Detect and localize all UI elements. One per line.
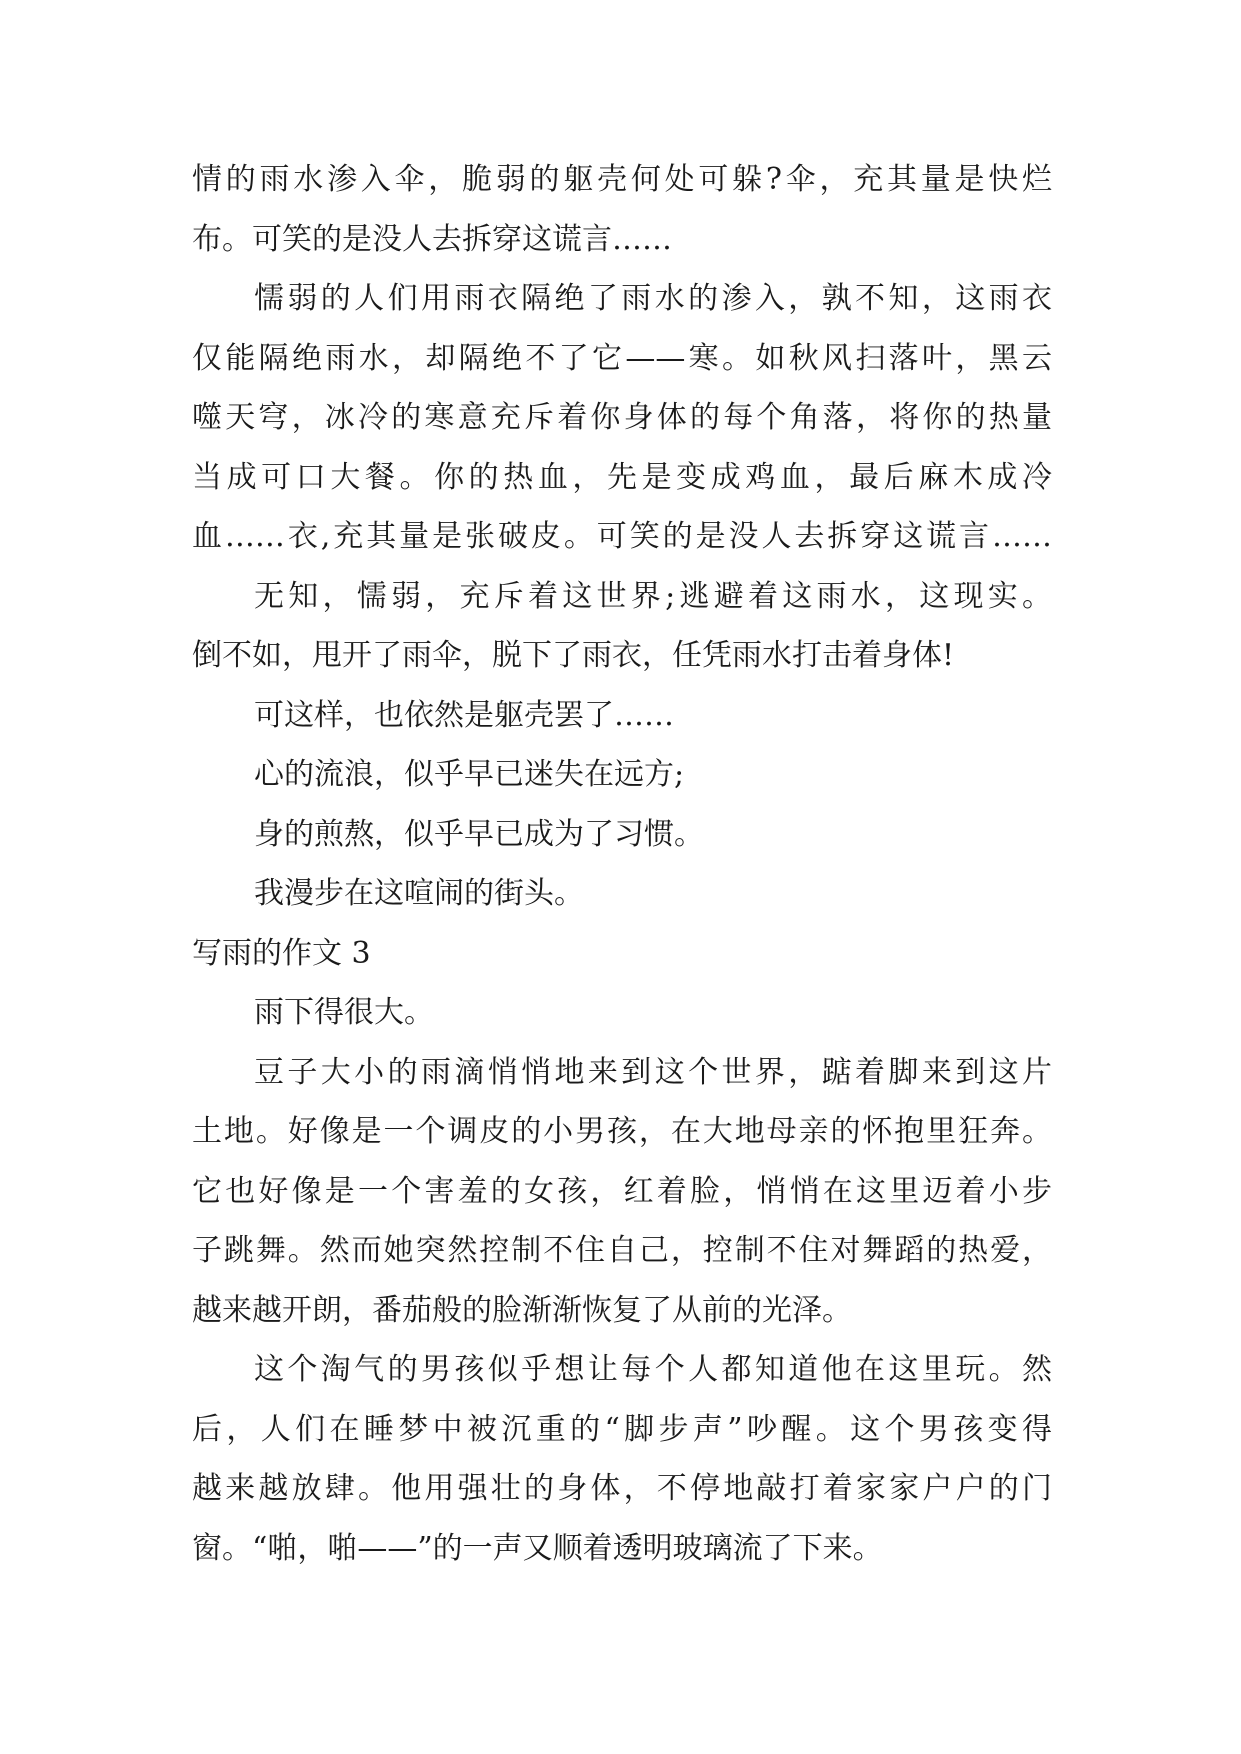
- text-line: 仅能隔绝雨水，却隔绝不了它——寒。如秋风扫落叶，黑云: [192, 340, 1052, 376]
- text-line: 豆子大小的雨滴悄悄地来到这个世界，踮着脚来到这片: [254, 1054, 1052, 1090]
- text-line: 后，人们在睡梦中被沉重的“脚步声”吵醒。这个男孩变得: [192, 1411, 1052, 1447]
- text-line: 子跳舞。然而她突然控制不住自己，控制不住对舞蹈的热爱，: [192, 1233, 1052, 1268]
- text-line: 当成可口大餐。你的热血，先是变成鸡血，最后麻木成冷: [192, 459, 1052, 495]
- text-line: 血……衣,充其量是张破皮。可笑的是没人去拆穿这谎言……: [192, 519, 1052, 554]
- text-line: 窗。“啪，啪——”的一声又顺着透明玻璃流了下来。: [192, 1530, 883, 1566]
- text-line: 雨下得很大。: [254, 995, 434, 1030]
- text-line: 越来越开朗，番茄般的脸渐渐恢复了从前的光泽。: [192, 1292, 852, 1328]
- text-line: 倒不如，甩开了雨伞，脱下了雨衣，任凭雨水打击着身体!: [192, 638, 955, 673]
- text-line: 身的煎熬，似乎早已成为了习惯。: [254, 816, 704, 852]
- text-line: 心的流浪，似乎早已迷失在远方;: [254, 757, 685, 792]
- text-line: 这个淘气的男孩似乎想让每个人都知道他在这里玩。然: [254, 1352, 1052, 1387]
- text-line: 它也好像是一个害羞的女孩，红着脸，悄悄在这里迈着小步: [192, 1173, 1052, 1209]
- text-line: 越来越放肆。他用强壮的身体，不停地敲打着家家户户的门: [192, 1471, 1052, 1506]
- text-line: 懦弱的人们用雨衣隔绝了雨水的渗入，孰不知，这雨衣: [254, 281, 1052, 316]
- text-line: 我漫步在这喧闹的街头。: [254, 876, 584, 911]
- text-line: 布。可笑的是没人去拆穿这谎言……: [192, 221, 672, 257]
- document-page: [192, 150, 1052, 1578]
- section-heading: 写雨的作文 3: [192, 935, 371, 971]
- text-line: 土地。好像是一个调皮的小男孩，在大地母亲的怀抱里狂奔。: [192, 1114, 1052, 1149]
- text-line: 噬天穹，冰冷的寒意充斥着你身体的每个角落，将你的热量: [192, 400, 1052, 435]
- text-line: 无知，懦弱，充斥着这世界;逃避着这雨水，这现实。: [254, 578, 1052, 614]
- text-line: 情的雨水渗入伞，脆弱的躯壳何处可躲?伞，充其量是快烂: [192, 162, 1052, 197]
- text-line: 可这样，也依然是躯壳罢了……: [254, 697, 674, 733]
